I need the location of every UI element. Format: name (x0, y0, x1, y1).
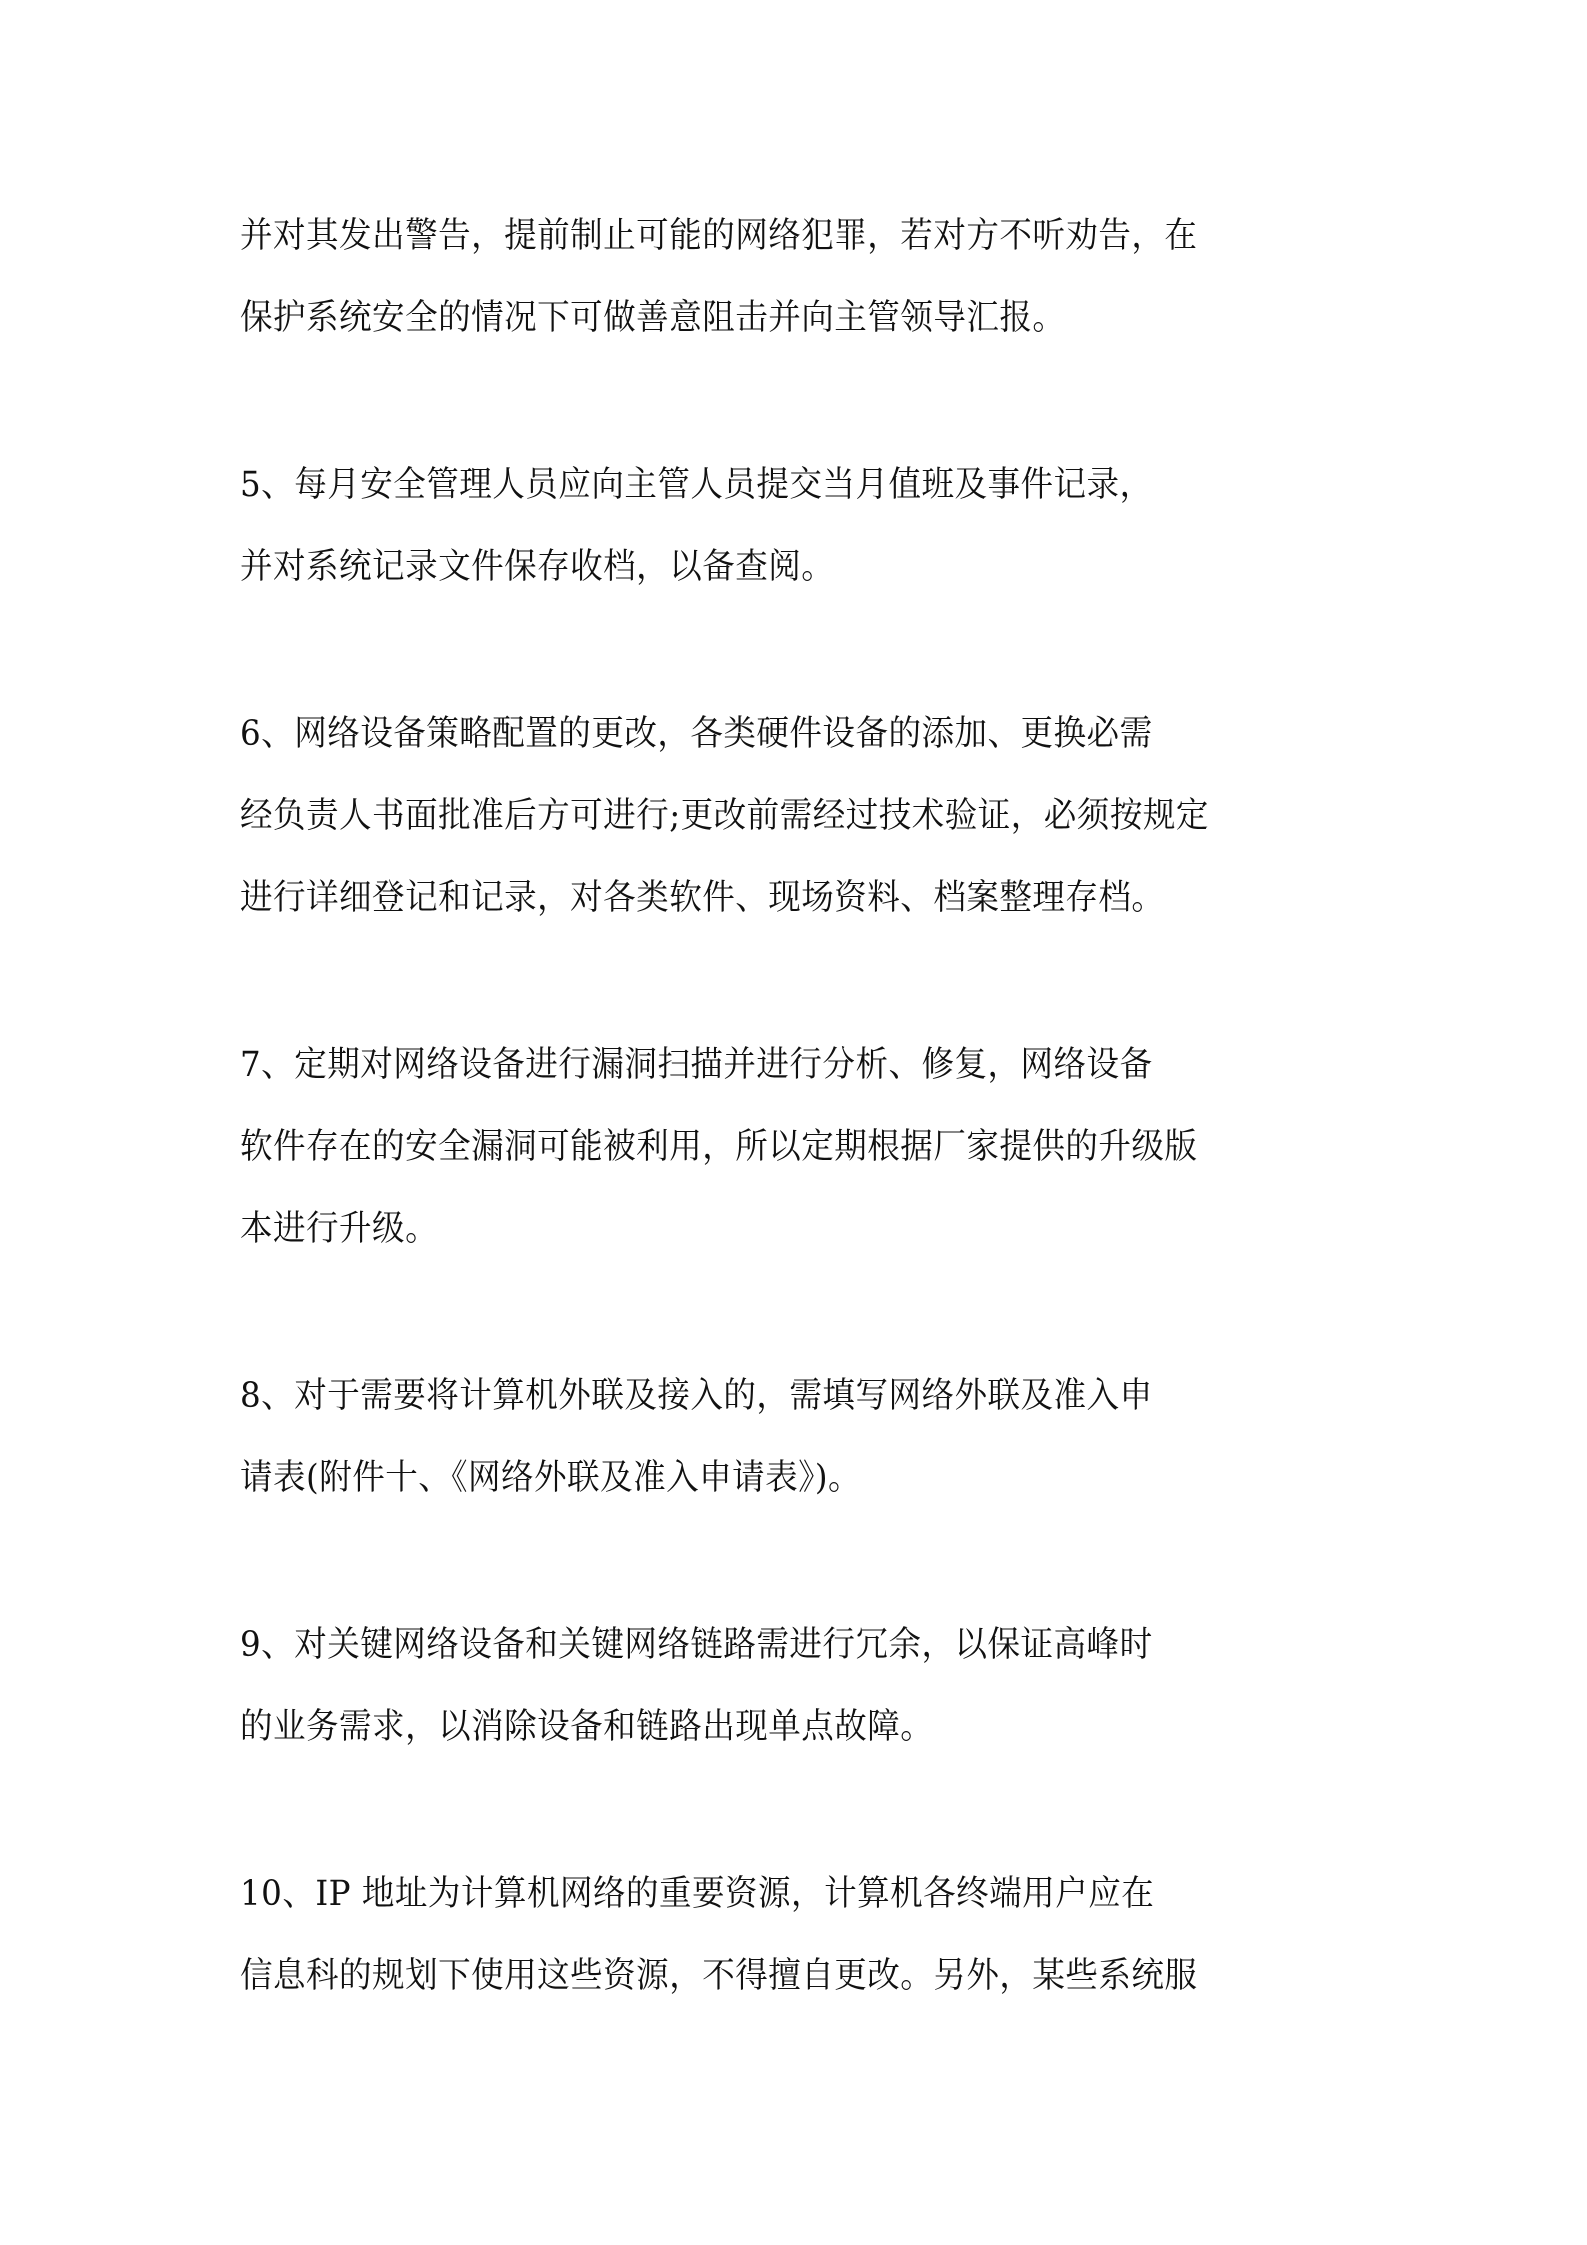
text-line: 本进行升级。 (240, 1209, 439, 1249)
text-line: 6、网络设备策略配置的更改，各类硬件设备的添加、更换必需 (240, 714, 1153, 754)
text-line: 保护系统安全的情况下可做善意阻击并向主管领导汇报。 (240, 298, 1066, 338)
text-line: 进行详细登记和记录，对各类软件、现场资料、档案整理存档。 (240, 878, 1165, 918)
text-line: 的业务需求，以消除设备和链路出现单点故障。 (240, 1707, 934, 1747)
text-line: 并对其发出警告，提前制止可能的网络犯罪，若对方不听劝告，在 (240, 216, 1198, 256)
text-line: 8、对于需要将计算机外联及接入的，需填写网络外联及准入申 (240, 1376, 1153, 1416)
text-line: 7、定期对网络设备进行漏洞扫描并进行分析、修复，网络设备 (240, 1045, 1153, 1085)
text-line: 并对系统记录文件保存收档，以备查阅。 (240, 547, 835, 587)
text-line: 5、每月安全管理人员应向主管人员提交当月值班及事件记录， (240, 465, 1153, 505)
text-line: 软件存在的安全漏洞可能被利用，所以定期根据厂家提供的升级版 (240, 1127, 1198, 1167)
text-line: 9、对关键网络设备和关键网络链路需进行冗余，以保证高峰时 (240, 1625, 1153, 1665)
text-line: 请表(附件十、《网络外联及准入申请表》)。 (240, 1458, 862, 1498)
text-line: 信息科的规划下使用这些资源，不得擅自更改。另外，某些系统服 (240, 1956, 1198, 1996)
text-line: 10、IP 地址为计算机网络的重要资源，计算机各终端用户应在 (240, 1874, 1155, 1914)
text-line: 经负责人书面批准后方可进行;更改前需经过技术验证，必须按规定 (240, 796, 1209, 836)
